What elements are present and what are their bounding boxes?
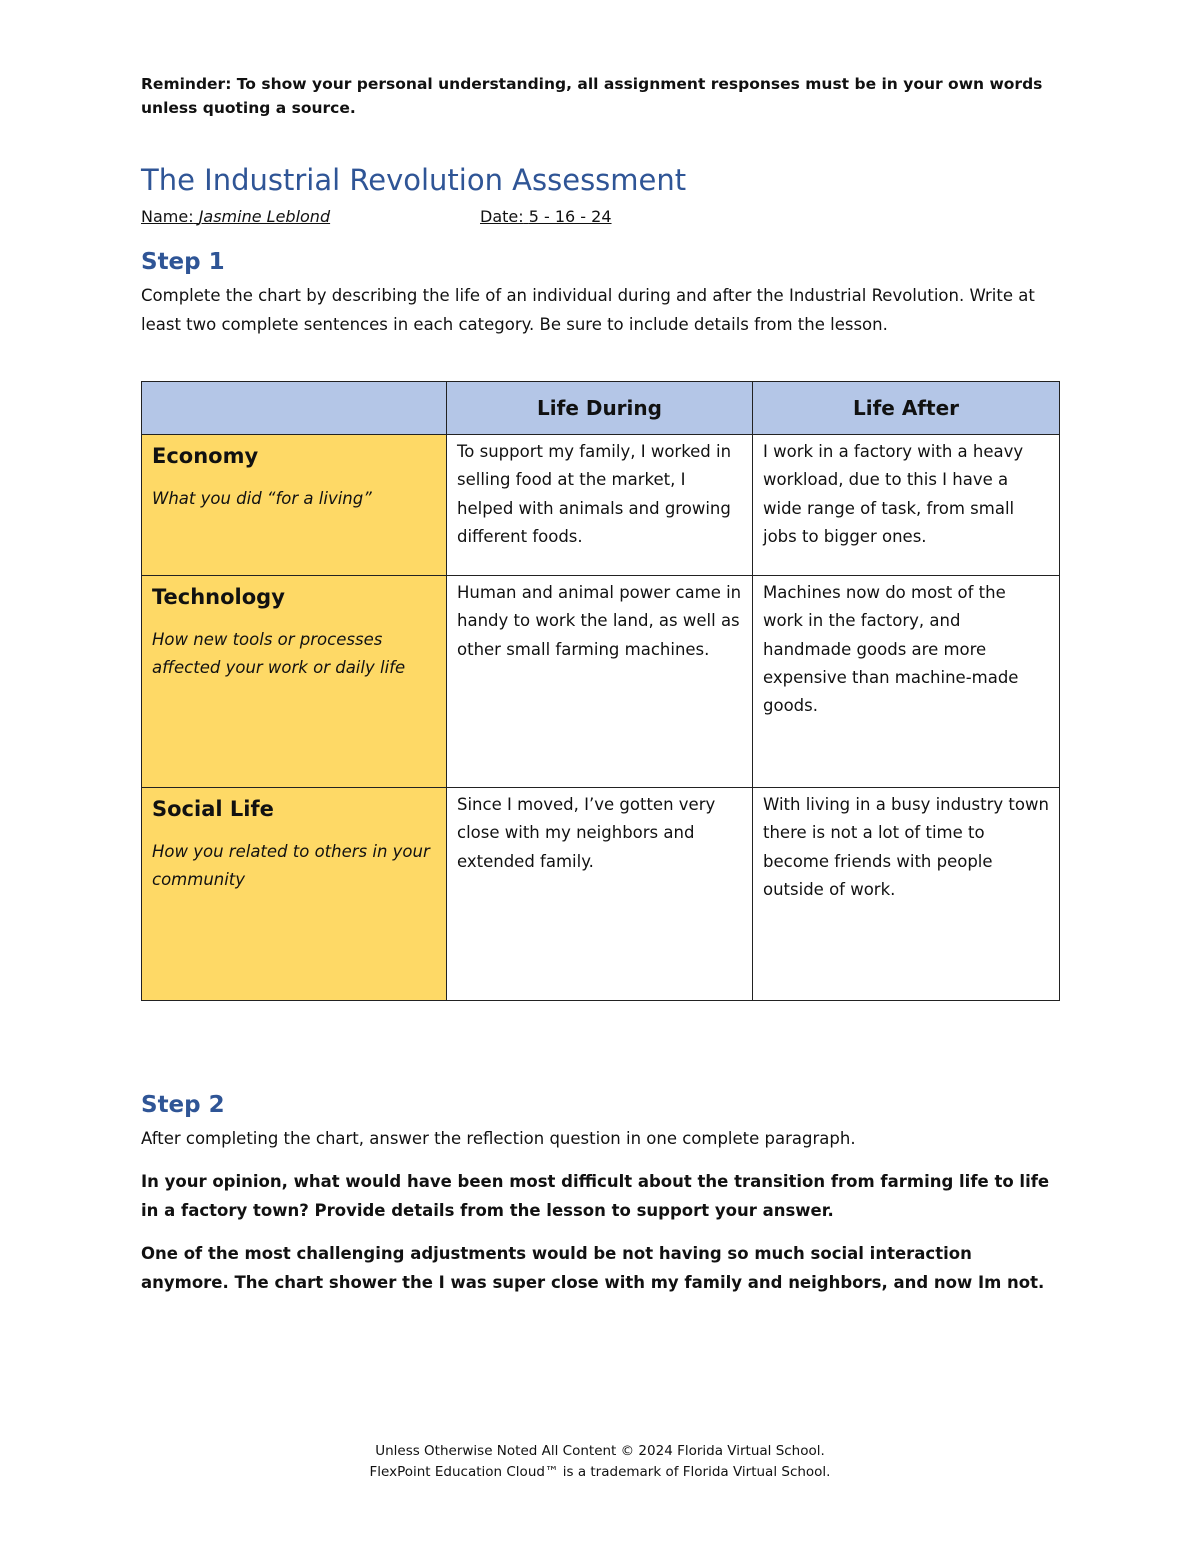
category-description: How new tools or processes affected your work or daily life: [152, 630, 406, 678]
category-cell: [142, 788, 447, 1001]
life-during-cell: To support my family, I worked in selling food at the market, I helped with animals and growing different foods.: [447, 435, 753, 576]
footer-trademark: FlexPoint Education Cloud™ is a trademark of Florida Virtual School.: [369, 1464, 831, 1480]
category-description: How you related to others in your community: [152, 842, 430, 890]
name-label: Name:: [141, 207, 194, 226]
table-header-row: [142, 382, 1060, 435]
life-after-cell: I work in a factory with a heavy workload, due to this I have a wide range of task, from small jobs to bigger ones.: [753, 435, 1060, 576]
table-header-empty: [142, 382, 447, 435]
table-row-social-life: [142, 788, 1060, 1001]
name-field: [141, 207, 330, 226]
category-cell: [142, 576, 447, 788]
step1-heading: Step 1: [141, 249, 225, 275]
date-field: [480, 207, 612, 226]
reflection-question: In your opinion, what would have been most difficult about the transition from farming life to life in a factory town? Provide details from the lesson to support your answer.: [141, 1172, 1050, 1220]
reminder-text: Reminder: To show your personal understanding, all assignment responses must be in your own words unless quoting a source.: [141, 75, 1043, 117]
category-cell: [142, 435, 447, 576]
table-row-economy: [142, 435, 1060, 576]
date-value: 5 - 16 - 24: [528, 207, 612, 226]
table-header-life-during: Life During: [447, 382, 753, 435]
life-chart-table: [141, 381, 1060, 1001]
life-after-cell: Machines now do most of the work in the factory, and handmade goods are more expensive than machine-made goods.: [753, 576, 1060, 788]
life-during-cell: Since I moved, I’ve gotten very close with my neighbors and extended family.: [447, 788, 753, 1001]
table-row-technology: [142, 576, 1060, 788]
step2-instructions: After completing the chart, answer the reflection question in one complete paragraph.: [141, 1129, 856, 1148]
life-during-cell: Human and animal power came in handy to work the land, as well as other small farming machines.: [447, 576, 753, 788]
step1-instructions: Complete the chart by describing the life of an individual during and after the Industrial Revolution. Write at least two complete sentences in each category. Be sure to include details from the lesson.: [141, 286, 1035, 334]
category-title: Social Life: [152, 797, 274, 821]
step2-heading: Step 2: [141, 1092, 225, 1118]
life-after-cell: With living in a busy industry town there is not a lot of time to become friends with people outside of work.: [753, 788, 1060, 1001]
reflection-answer: One of the most challenging adjustments would be not having so much social interaction anymore. The chart shower the I was super close with my family and neighbors, and now Im not.: [141, 1244, 1045, 1292]
category-description: What you did “for a living”: [152, 489, 372, 508]
table-header-life-after: Life After: [753, 382, 1060, 435]
date-label: Date:: [480, 207, 524, 226]
footer-copyright: Unless Otherwise Noted All Content © 2024 Florida Virtual School.: [375, 1443, 825, 1459]
category-title: Technology: [152, 585, 285, 609]
category-title: Economy: [152, 444, 259, 468]
footer: [0, 1441, 1200, 1483]
page-title: The Industrial Revolution Assessment: [141, 163, 687, 197]
name-value: Jasmine Leblond: [198, 207, 331, 226]
